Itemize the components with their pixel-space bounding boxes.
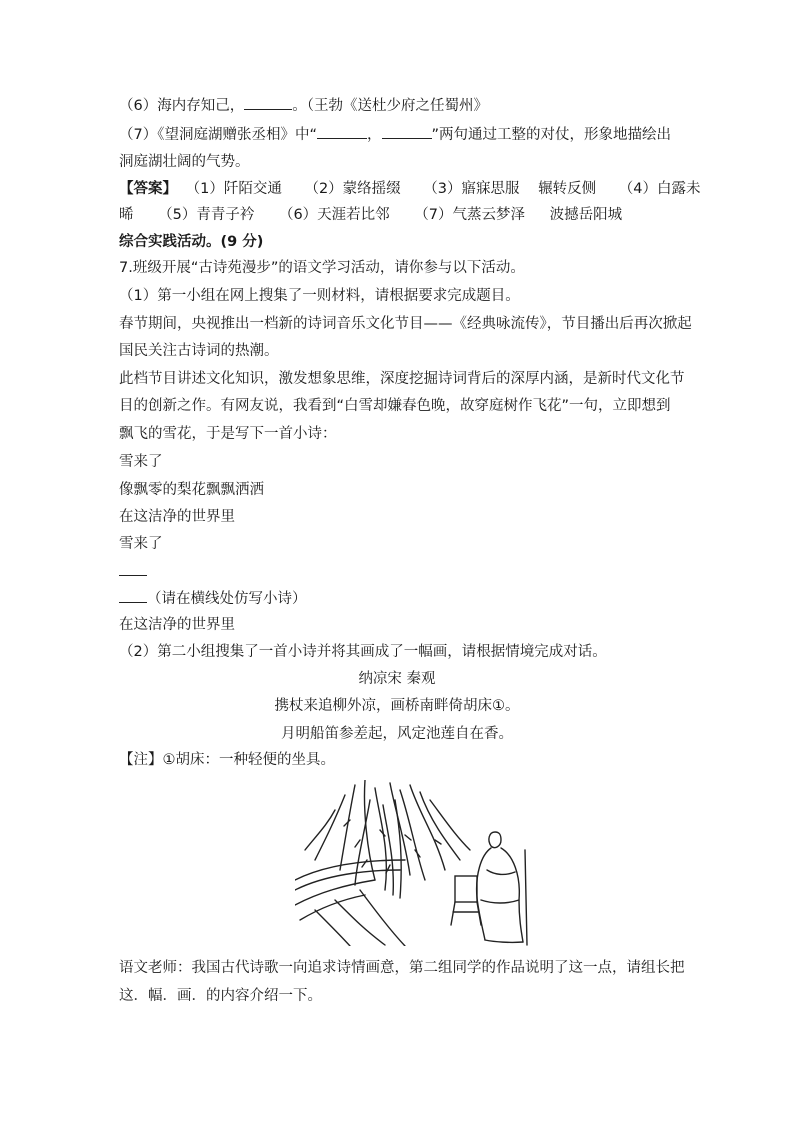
poem-instruction-line: （请在横线处仿写小诗） xyxy=(119,588,679,609)
classic-poem-title: 纳凉宋 秦观 xyxy=(358,671,436,687)
material-line: 飘飞的雪花，于是写下一首小诗： xyxy=(119,426,337,442)
poem-line: 雪来了 xyxy=(119,536,163,552)
answer-label: 【答案】 xyxy=(119,181,177,197)
teacher-line: 语文老师：我国古代诗歌一向追求诗情画意，第二组同学的作品说明了这一点，请组长把 xyxy=(119,960,685,976)
material-line: 此档节目讲述文化知识，激发想象思维，深度挖掘诗词背后的深厚内涵，是新时代文化节 xyxy=(119,371,685,387)
classic-poem-line: 月明船笛参差起，风定池莲自在香。 xyxy=(281,726,513,742)
material-line: 国民关注古诗词的热潮。 xyxy=(119,343,279,359)
poem-line: 雪来了 xyxy=(119,454,163,470)
classic-poem-line: 携杖来追柳外凉，画桥南畔倚胡床①。 xyxy=(274,698,520,714)
poem-blank-line xyxy=(119,561,679,582)
section-title: 综合实践活动。(9 分) xyxy=(119,234,264,250)
teacher-line: 这．幅．画．的内容介绍一下。 xyxy=(119,988,322,1004)
question-6: （6）海内存知己， 。（王勃《送杜少府之任蜀州》 xyxy=(119,95,679,116)
answer-blank xyxy=(317,124,367,139)
question-intro: 7.班级开展“古诗苑漫步”的语文学习活动，请你参与以下活动。 xyxy=(119,260,525,276)
poem-line: 像飘零的梨花飘飘洒洒 xyxy=(119,482,264,498)
poem-end-line: 在这洁净的世界里 xyxy=(119,617,235,633)
answer-blank xyxy=(119,588,147,603)
answer-blank xyxy=(119,561,147,576)
answer-blank xyxy=(382,124,432,139)
material-line: 目的创新之作。有网友说，我看到“白雪却嫌春色晚，故穿庭树作飞花”一句，立即想到 xyxy=(119,398,671,414)
poem-line: 在这洁净的世界里 xyxy=(119,509,235,525)
sub-question-1: （1）第一小组在网上搜集了一则材料，请根据要求完成题目。 xyxy=(119,288,520,304)
note-line: 【注】①胡床：一种轻便的坐具。 xyxy=(119,752,335,768)
material-line: 春节期间，央视推出一档新的诗词音乐文化节目——《经典咏流传》，节目播出后再次掀起 xyxy=(119,316,692,332)
question-7: （7）《望洞庭湖赠张丞相》中“ ， ”两句通过工整的对仗，形象地描绘出 xyxy=(119,124,679,145)
ink-illustration xyxy=(295,780,545,946)
answer-line: 【答案】 （1）阡陌交通 （2）蒙络摇缀 （3）寤寐思服 辗转反侧 （4）白露未 xyxy=(119,181,701,197)
question-7-line2: 洞庭湖壮阔的气势。 xyxy=(119,154,250,170)
sub-question-2: （2）第二小组搜集了一首小诗并将其画成了一幅画，请根据情境完成对话。 xyxy=(119,644,607,660)
answer-blank xyxy=(244,95,292,110)
answer-line2: 晞 （5）青青子衿 （6）天涯若比邻 （7）气蒸云梦泽 波撼岳阳城 xyxy=(119,207,623,223)
